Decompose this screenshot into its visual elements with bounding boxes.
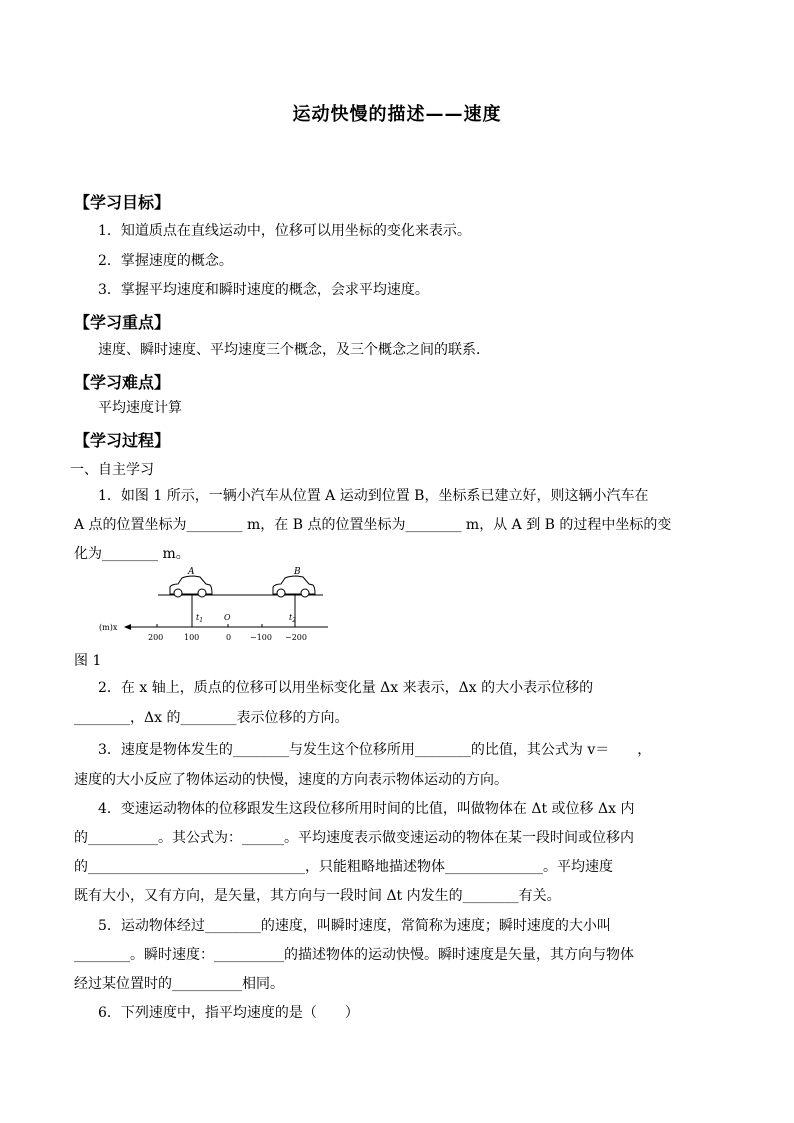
heading-key-points: 【学习重点】: [74, 313, 171, 332]
goal-3: 3．掌握平均速度和瞬时速度的概念，会求平均速度。: [98, 282, 429, 298]
q4-line-3: 的_______________________________，只能粗略地描述物体______________。平均速度: [74, 859, 613, 875]
car-a: [170, 576, 212, 597]
origin-label: O: [224, 613, 231, 622]
q5-line-1: 5．运动物体经过________的速度，叫瞬时速度，常简称为速度；瞬时速度的大小叫: [98, 918, 611, 934]
tick-label: −100: [250, 633, 272, 642]
q4-line-4: 既有大小，又有方向，是矢量，其方向与一段时间 Δt 内发生的________有关。: [74, 888, 561, 904]
tick-label: 200: [148, 633, 164, 642]
axis-label: (m)x: [99, 623, 118, 632]
goal-2: 2．掌握速度的概念。: [98, 253, 233, 269]
subheading-self-study: 一、自主学习: [70, 462, 154, 478]
figure-1-diagram: [98, 560, 333, 650]
goal-1: 1．知道质点在直线运动中，位移可以用坐标的变化来表示。: [98, 223, 471, 239]
t2-label: $t_2$: [289, 613, 297, 624]
key-points-text: 速度、瞬时速度、平均速度三个概念，及三个概念之间的联系．: [98, 342, 490, 358]
car-b: [273, 576, 315, 597]
heading-difficulties: 【学习难点】: [74, 373, 171, 392]
car-b-label: B: [294, 567, 301, 577]
q2-line-2: ________，Δx 的________表示位移的方向。: [74, 710, 349, 726]
tick-label: 100: [184, 633, 200, 642]
tick-label: 0: [226, 633, 232, 642]
tick-label: −200: [285, 633, 307, 642]
heading-goals: 【学习目标】: [74, 193, 171, 212]
q3-line-1: 3．速度是物体发生的________与发生这个位移所用________的比值，其公式为 v＝ ，: [98, 742, 652, 758]
q5-line-3: 经过某位置时的__________相同。: [74, 976, 284, 992]
x-axis-arrow: [124, 624, 131, 630]
difficulties-text: 平均速度计算: [98, 400, 182, 416]
q2-line-1: 2．在 x 轴上，质点的位移可以用坐标变化量 Δx 来表示，Δx 的大小表示位移的: [98, 680, 594, 696]
q1-line-2: A 点的位置坐标为________ m，在 B 点的位置坐标为________ m，从 A 到 B 的过程中坐标的变: [74, 517, 672, 533]
t1-label: $t_1$: [196, 613, 204, 624]
page-title: 运动快慢的描述——速度: [292, 104, 502, 125]
q3-line-2: 速度的大小反应了物体运动的快慢，速度的方向表示物体运动的方向。: [74, 772, 508, 788]
figure-caption: 图 1: [74, 653, 102, 669]
car-a-label: A: [188, 567, 195, 577]
q5-line-2: ________。瞬时速度：__________的描述物体的运动快慢。瞬时速度是矢量，其方向与物体: [74, 947, 634, 963]
q1-line-1: 1．如图 1 所示，一辆小汽车从位置 A 运动到位置 B，坐标系已建立好，则这辆小汽车在: [98, 488, 649, 504]
q4-line-1: 4．变速运动物体的位移跟发生这段位移所用时间的比值，叫做物体在 Δt 或位移 Δx 内: [98, 801, 635, 817]
heading-process: 【学习过程】: [74, 431, 171, 450]
q6-line-1: 6．下列速度中，指平均速度的是（ ）: [98, 1005, 359, 1021]
q1-line-3: 化为________ m。: [74, 546, 190, 562]
q4-line-2: 的__________。其公式为：______。平均速度表示做变速运动的物体在某一段时间或位移内: [74, 830, 634, 846]
